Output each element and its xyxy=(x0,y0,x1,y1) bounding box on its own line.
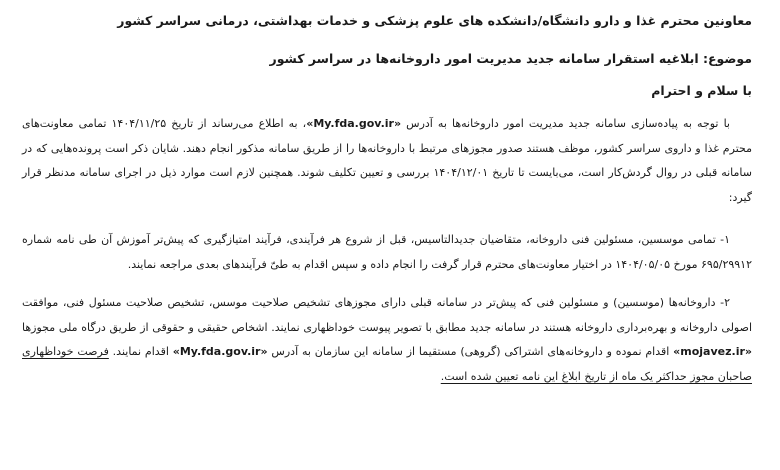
paragraph-item-2 xyxy=(22,291,752,389)
subject-line: موضوع: ابلاغیه استقرار سامانه جدید مدیریت امور داروخانه‌ها در سراسر کشور xyxy=(269,51,752,66)
paragraph-item-1: ۱- تمامی موسسین، مسئولین فنی داروخانه، متقاضیان جدیدالتاسیس، قبل از شروع هر فرآیندی، فرآیند امتیازگیری که پیش‌تر آموزش آن طی نامه شماره ۶۹۵/۲۹۹۱۲ مورخ ۱۴۰۴/۰۵/۰۵ در اختیار معاونت‌های محترم قرار گرفت را انجام داده و سپس اقدام به طیّ فرآیندهای بعدی مراجعه نمایند. xyxy=(22,233,752,271)
paragraph-item-2-text-3: اقدام نمایند. xyxy=(108,345,173,358)
greeting-line: با سلام و احترام xyxy=(651,83,752,98)
deadline-note: فرصت خوداظهاری صاحبان مجوز حداکثر یک ماه از تاریخ ابلاغ این نامه تعیین شده است. xyxy=(22,345,752,383)
paragraph-item-2-text-1: ۲- داروخانه‌ها (موسسین) و مسئولین فنی که پیش‌تر در سامانه قبلی دارای مجوزهای تشخیص صلاحیت موسس، تشخیص صلاحیت مسئول فنی، موافقت اصولی داروخانه و بهره‌برداری داروخانه هستند در سامانه جدید مطابق با تصویر پیوست خوداظهاری نمایند. اشخاص حقیقی و حقوقی از طریق درگاه ملی مجوزها xyxy=(22,296,752,334)
fda-portal-link-2: «My.fda.gov.ir» xyxy=(172,345,268,358)
fda-portal-link: «My.fda.gov.ir» xyxy=(306,117,402,130)
mojavez-portal-link: «mojavez.ir» xyxy=(673,345,752,358)
paragraph-intro-text-2: ، به اطلاع می‌رساند از تاریخ ۱۴۰۴/۱۱/۲۵ تمامی معاونت‌های محترم غذا و داروی سراسر کشور، موظف هستند صدور مجوزهای مرتبط با داروخانه‌ها را از طریق سامانه مذکور انجام دهند. شایان ذکر است پرونده‌هایی که در سامانه قبلی در روال گردش‌کار است، می‌بایست تا تاریخ ۱۴۰۴/۱۲/۰۱ بررسی و تعیین تکلیف شوند. همچنین لازم است موارد ذیل در اجرای سامانه مدنظر قرار گیرد: xyxy=(22,117,752,204)
paragraph-item-2-text-2: اقدام نموده و داروخانه‌های اشتراکی (گروهی) مستقیما از سامانه این سازمان به آدرس xyxy=(267,345,674,358)
paragraph-intro xyxy=(22,112,752,210)
paragraph-intro-text-1: با توجه به پیاده‌سازی سامانه جدید مدیریت امور داروخانه‌ها به آدرس xyxy=(401,117,730,130)
addressee-line: معاونین محترم غذا و دارو دانشگاه/دانشکده های علوم پزشکی و خدمات بهداشتی، درمانی سراسر کشور xyxy=(117,13,752,28)
